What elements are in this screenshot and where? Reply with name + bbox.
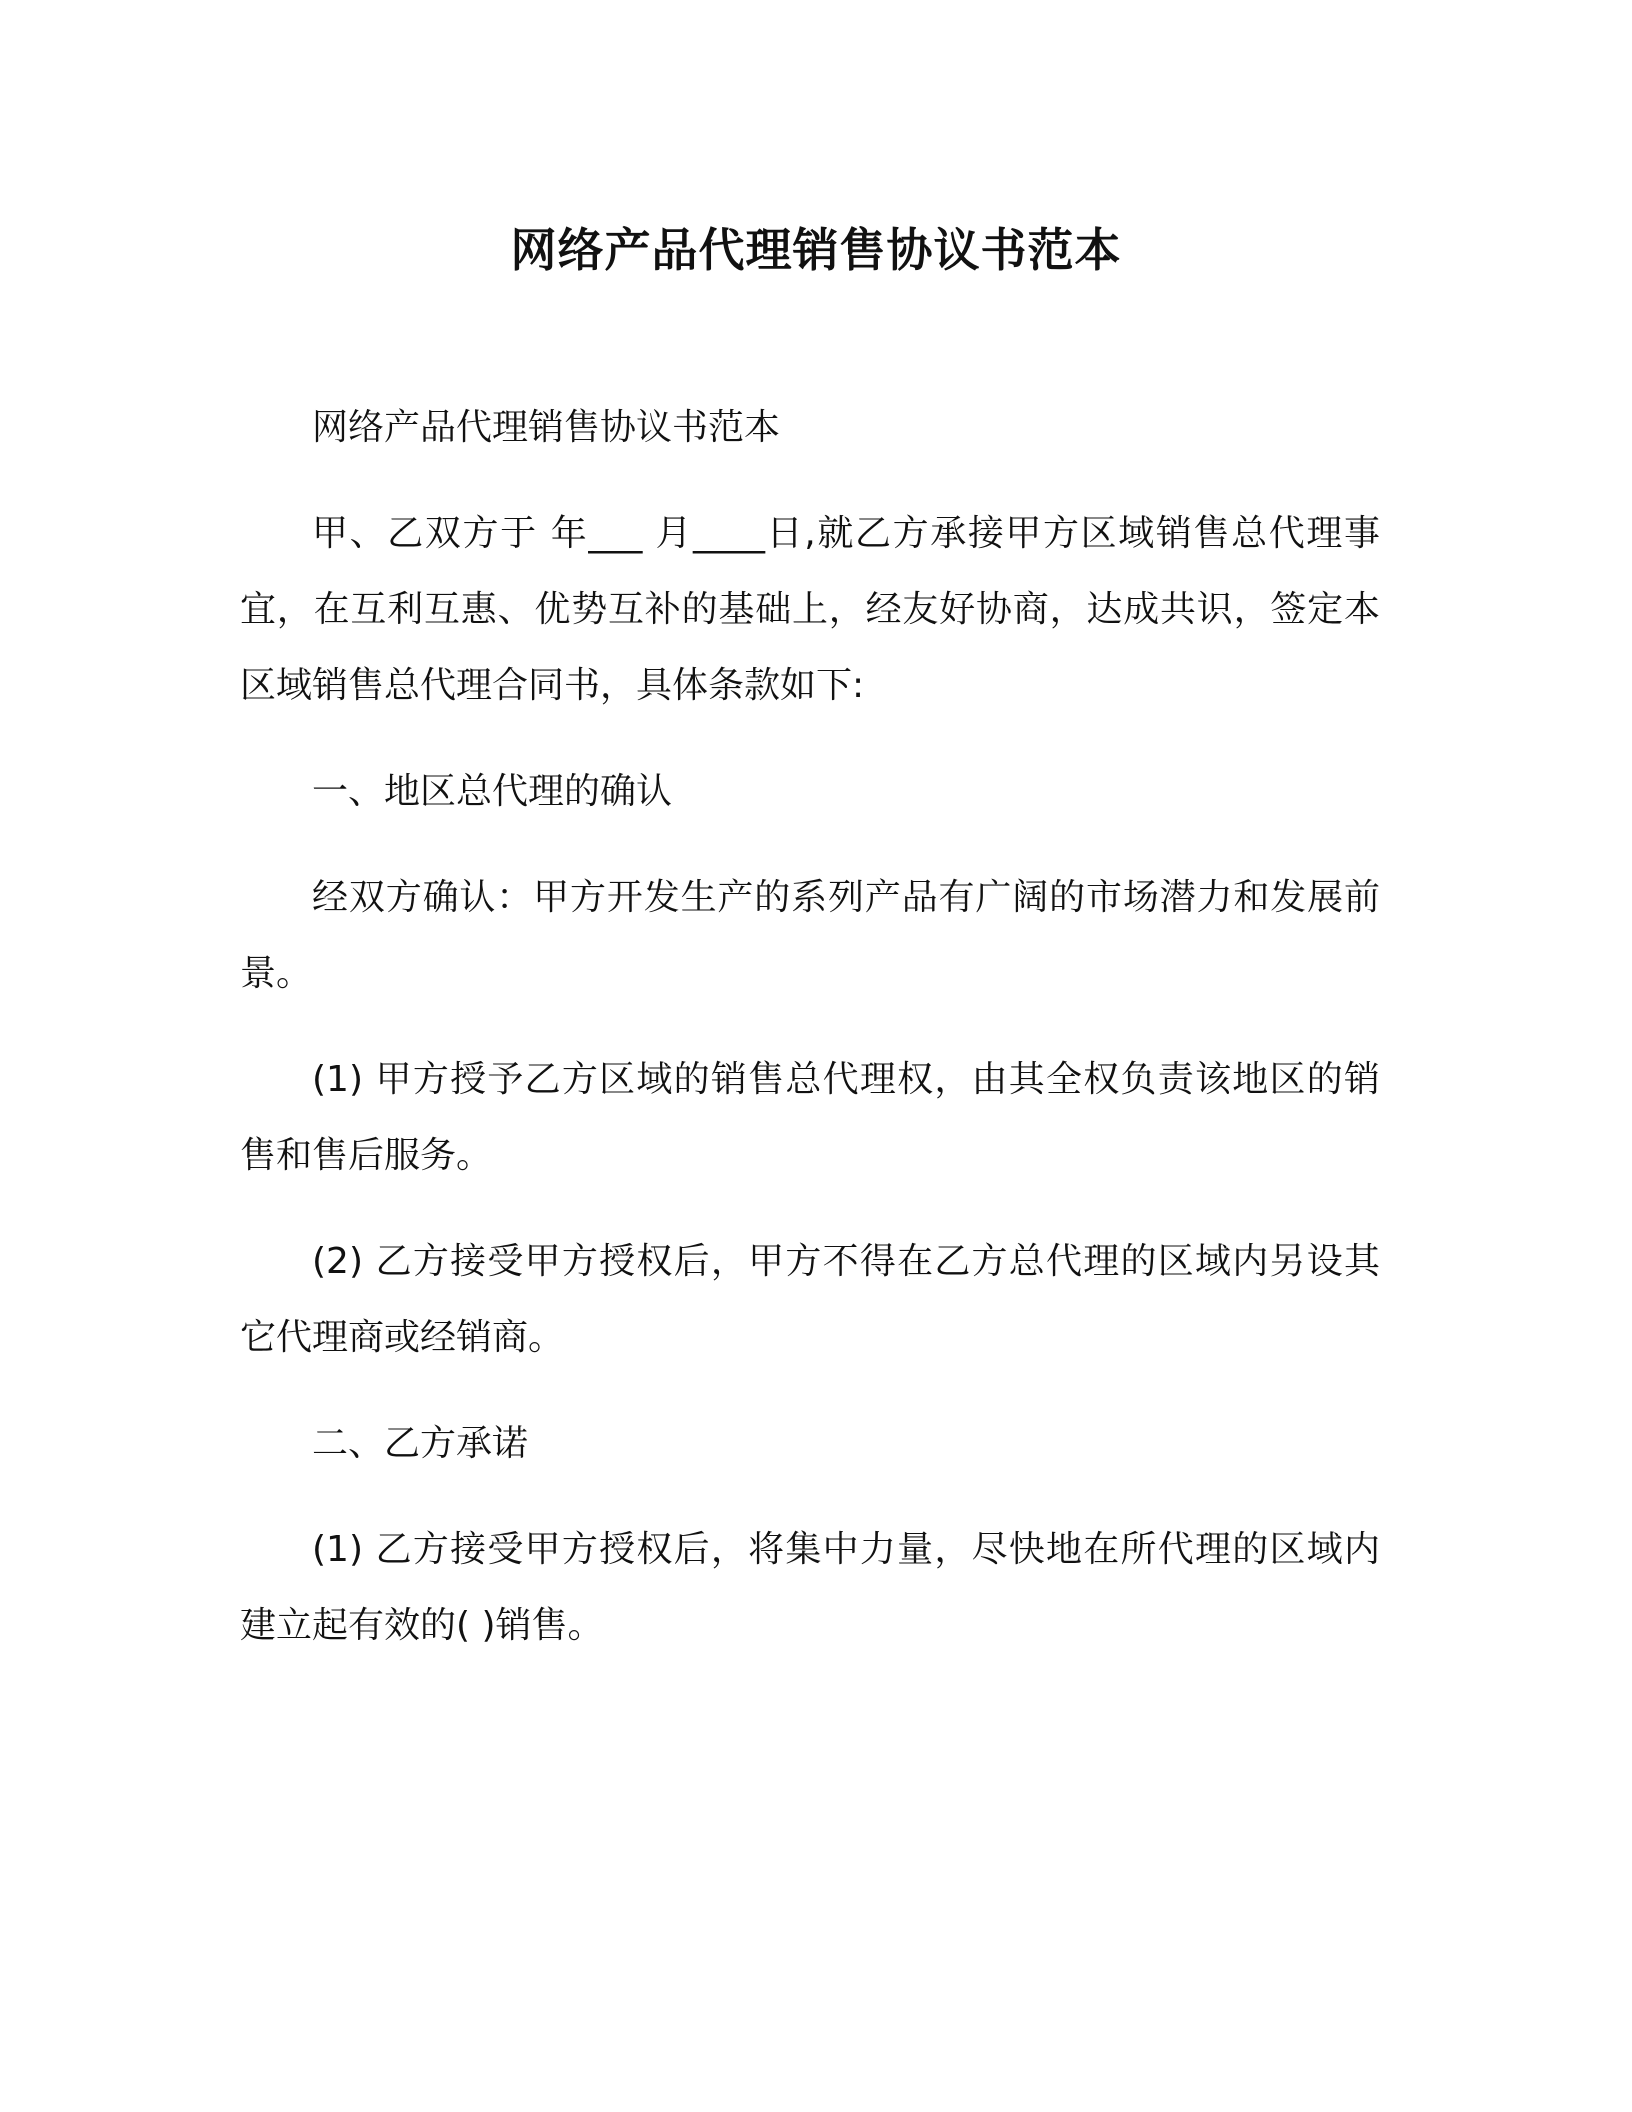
section-heading-1: 一、地区总代理的确认 (312, 771, 673, 812)
clause-1-1: (1) 甲方授予乙方区域的销售总代理权，由其全权负责该地区的销售和售后服务。 (240, 1059, 1380, 1176)
clause-2-1: (1) 乙方接受甲方授权后，将集中力量，尽快地在所代理的区域内建立起有效的( )销售。 (240, 1529, 1380, 1646)
section-heading-2: 二、乙方承诺 (312, 1423, 529, 1464)
paragraph-subtitle: 网络产品代理销售协议书范本 (312, 407, 781, 448)
document-title: 网络产品代理销售协议书范本 (510, 223, 1122, 277)
paragraph-preamble: 甲、乙双方于 年___ 月____日,就乙方承接甲方区域销售总代理事宜，在互利互惠、优势互补的基础上，经友好协商，达成共识，签定本区域销售总代理合同书，具体条款如下: (240, 513, 1380, 706)
clause-1-2: (2) 乙方接受甲方授权后，甲方不得在乙方总代理的区域内另设其它代理商或经销商。 (240, 1241, 1380, 1358)
paragraph-confirmation: 经双方确认：甲方开发生产的系列产品有广阔的市场潜力和发展前景。 (240, 877, 1380, 994)
document-body (240, 390, 1380, 1694)
